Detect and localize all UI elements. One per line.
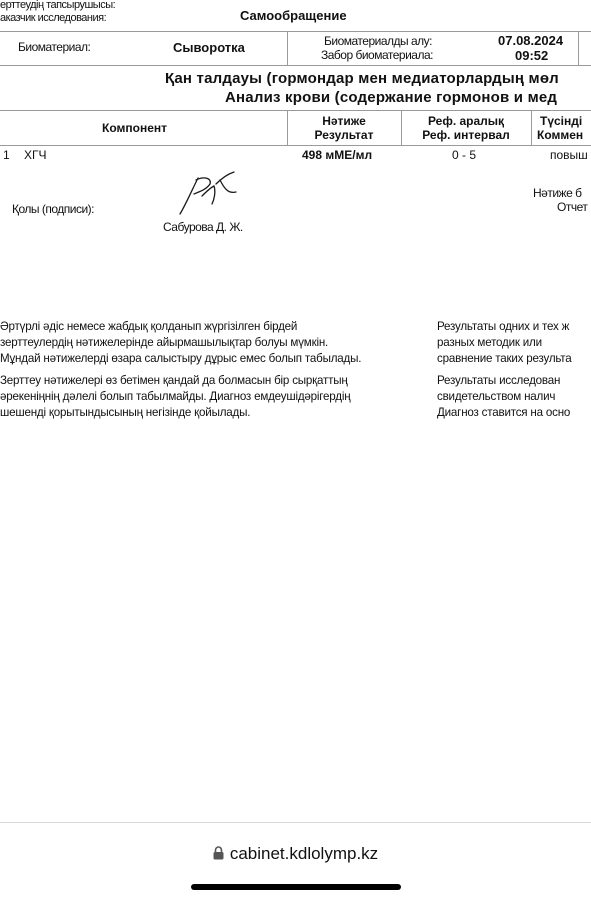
biomaterial-label: Биоматериал: [18, 40, 91, 54]
component-name: ХГЧ [24, 148, 47, 162]
disclaimer-line: Зерттеу нәтижелері өз бетімен қандай да болмасын бір сырқаттың [0, 374, 348, 387]
collection-time: 09:52 [515, 48, 549, 63]
browser-bottom-bar [0, 822, 591, 904]
row-number: 1 [3, 148, 10, 162]
column-header-result-ru: Результат [314, 128, 374, 142]
signature-label: Қолы (подпиcи): [12, 202, 95, 216]
disclaimer-line: шешенді қорытындысының негізінде қойылады. [0, 406, 251, 419]
column-header-component: Компонент [102, 121, 167, 135]
disclaimer-line: сравнение таких результа [437, 352, 572, 365]
collection-date: 07.08.2024 [498, 33, 564, 48]
column-header-ref-kz: Реф. аралық [427, 114, 505, 128]
result-value: 498 мМЕ/мл [302, 148, 373, 162]
column-header-result-kz: Нәтиже [322, 114, 366, 128]
disclaimer-line: әрекеніңнің дәлелі болып табылмайды. Диагноз емдеушідәрігердің [0, 390, 351, 403]
result-note-kz: Нәтиже б [533, 186, 582, 200]
disclaimer-line: Результаты одних и тех ж [437, 320, 570, 333]
disclaimer-ru [437, 319, 591, 421]
collection-label-kz: Биоматериалды алу: [324, 34, 432, 48]
divider [0, 65, 591, 66]
address-bar[interactable] [0, 844, 591, 864]
column-header-comment-kz: Түсінді [540, 114, 583, 128]
disclaimer-line: зерттеулердің нәтижелерінде айырмашылықтар болуы мүмкін. [0, 336, 329, 349]
divider [287, 31, 288, 66]
comment-value: повыш [550, 148, 588, 162]
title-kz: Қан талдауы (гормондар мен медиаторлардың мөл [165, 70, 559, 87]
customer-value: Самообращение [240, 8, 347, 23]
reference-interval: 0 - 5 [452, 148, 477, 162]
table-border [531, 110, 532, 146]
lock-icon [213, 846, 224, 860]
disclaimer-line: Диагноз ставится на осно [437, 406, 571, 419]
handwritten-signature [176, 170, 242, 218]
divider [578, 31, 579, 66]
collection-label-ru: Забор биоматериала: [321, 48, 433, 62]
url-text: cabinet.kdlolymp.kz [229, 844, 379, 863]
table-border [0, 110, 591, 111]
result-note-ru: Отчет [557, 200, 588, 214]
table-border [0, 145, 591, 146]
title-ru: Анализ крови (содержание гормонов и мед [225, 89, 558, 106]
disclaimer-line: Результаты исследован [437, 374, 561, 387]
disclaimer-kz [0, 319, 430, 421]
divider [0, 31, 591, 32]
home-indicator[interactable] [191, 884, 401, 890]
column-header-ref-ru: Реф. интервал [422, 128, 510, 142]
customer-label-kz: ерттеудің тапсырушысы: [0, 0, 116, 11]
disclaimer-line: свидетельством налич [437, 390, 556, 403]
disclaimer-line: разных методик или [437, 336, 542, 349]
column-header-comment-ru: Коммен [537, 128, 584, 142]
disclaimer-line: Мұндай нәтижелерді өзара салыстыру дұрыс емес болып табылады. [0, 352, 362, 365]
disclaimer-line: Әртүрлі әдіс немесе жабдық қолданып жүргізілген бірдей [0, 320, 298, 333]
divider [0, 822, 591, 823]
customer-label-ru: аказчик исследования: [0, 12, 107, 24]
biomaterial-value: Сыворотка [173, 40, 245, 55]
signer-name: Сабурова Д. Ж. [163, 220, 243, 234]
